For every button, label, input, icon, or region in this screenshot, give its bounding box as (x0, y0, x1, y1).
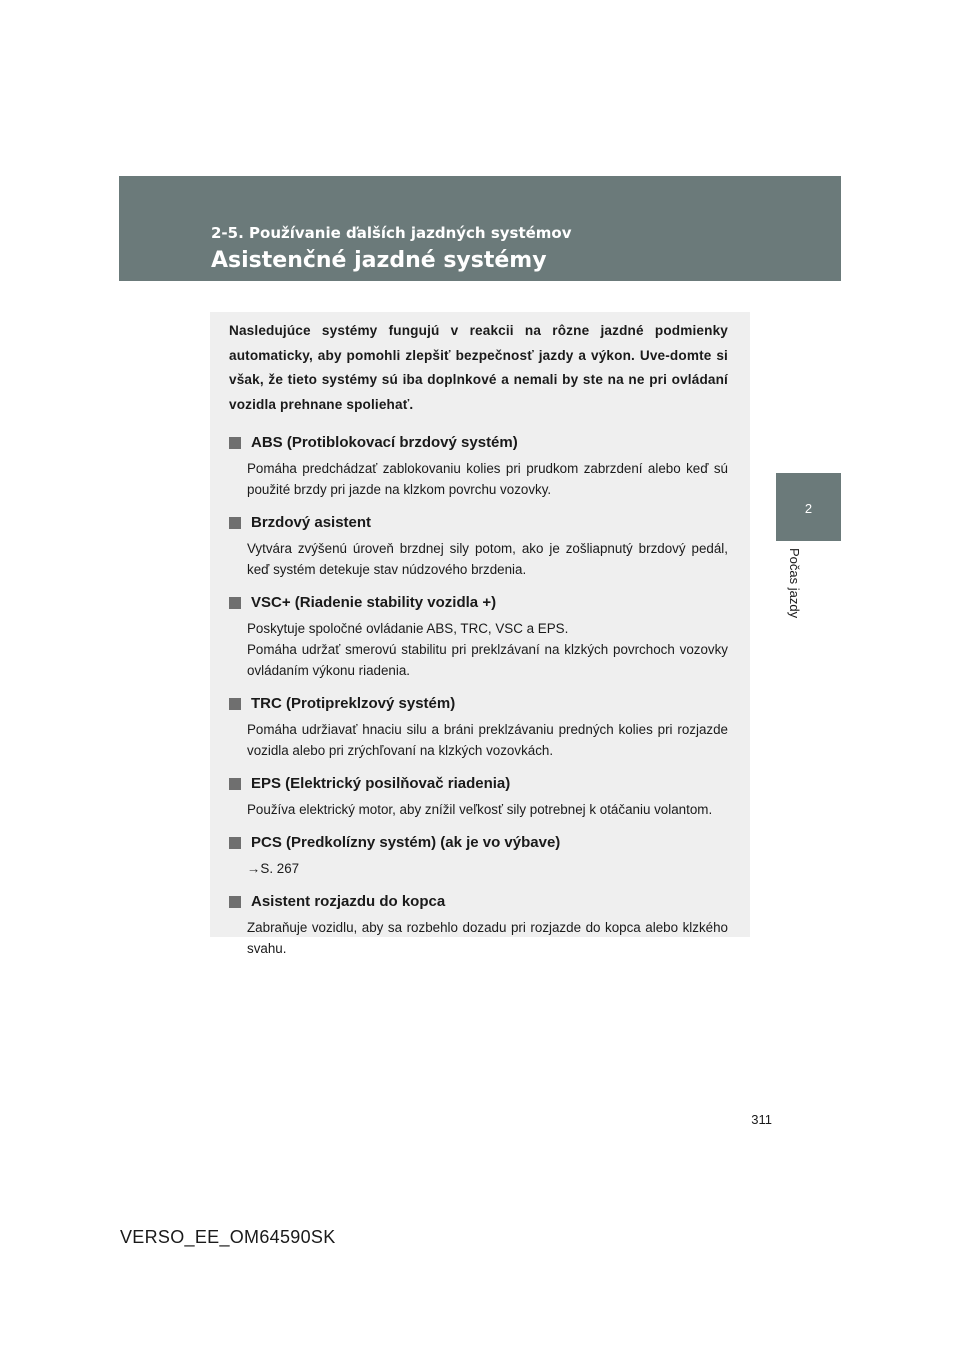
chapter-number: 2 (804, 501, 813, 516)
section-text: Používa elektrický motor, aby znížil veľkosť sily potrebnej k otáčaniu volantom. (247, 802, 713, 817)
section-text: Vytvára zvýšenú úroveň brzdnej sily potom, ako je zošliapnutý brzdový pedál, keď systém detekuje stav núdzového brzdenia. (247, 541, 728, 577)
section-heading (229, 774, 728, 794)
section-heading (229, 593, 728, 613)
section-label: 2-5. Používanie ďalších jazdných systémov (211, 224, 572, 242)
square-bullet-icon (229, 517, 241, 529)
section-text: Pomáha udržať smerovú stabilitu pri preklzávaní na klzkých povrchoch vozovky ovládaním výkonu riadenia. (247, 642, 728, 678)
section-title: TRC (Protipreklzový systém) (251, 695, 456, 712)
section-title: VSC+ (Riadenie stability vozidla +) (251, 594, 497, 611)
section-body (247, 538, 728, 580)
section-body (247, 458, 728, 500)
content-box (210, 312, 750, 956)
section-item (229, 833, 728, 879)
section-body (247, 858, 728, 879)
section-heading (229, 833, 728, 853)
square-bullet-icon (229, 698, 241, 710)
square-bullet-icon (229, 837, 241, 849)
page-title: Asistenčné jazdné systémy (211, 248, 547, 273)
section-heading (229, 892, 728, 912)
section-body (247, 719, 728, 761)
section-text: Pomáha udržiavať hnaciu silu a bráni preklzávaniu predných kolies pri rozjazde vozidla alebo pri zrýchľovaní na klzkých vozovkách. (247, 722, 728, 758)
chapter-tab (776, 473, 841, 541)
section-text: Poskytuje spoločné ovládanie ABS, TRC, VSC a EPS. (247, 621, 569, 636)
section-item (229, 774, 728, 820)
intro-paragraph: Nasledujúce systémy fungujú v reakcii na rôzne jazdné podmienky automaticky, aby pomohli zlepšiť bezpečnosť jazdy a výkon. Uve-domte si však, že tieto systémy sú iba doplnkové a nemali by ste na ne pri ovládaní vozidla prehnane spoliehať. (229, 323, 728, 412)
square-bullet-icon (229, 437, 241, 449)
square-bullet-icon (229, 597, 241, 609)
section-body (247, 618, 728, 681)
section-list (229, 433, 728, 959)
section-item (229, 892, 728, 959)
section-item (229, 513, 728, 580)
section-title: Asistent rozjazdu do kopca (251, 893, 446, 910)
section-title: Brzdový asistent (251, 514, 372, 531)
page-number: 311 (751, 1112, 772, 1127)
section-body (247, 799, 728, 820)
header-band (119, 176, 841, 281)
section-text: →S. 267 (247, 861, 300, 876)
section-title: PCS (Predkolízny systém) (ak je vo výbave) (251, 834, 561, 851)
chapter-label: Počas jazdy (787, 548, 802, 619)
square-bullet-icon (229, 896, 241, 908)
section-body (247, 917, 728, 959)
section-item (229, 433, 728, 500)
section-title: ABS (Protiblokovací brzdový systém) (251, 434, 518, 451)
section-item (229, 593, 728, 681)
section-text: Pomáha predchádzať zablokovaniu kolies pri prudkom zabrzdení alebo keď sú použité brzdy pri jazde na klzkom povrchu vozovky. (247, 461, 728, 497)
section-heading (229, 433, 728, 453)
square-bullet-icon (229, 778, 241, 790)
section-text: Zabraňuje vozidlu, aby sa rozbehlo dozadu pri rozjazde do kopca alebo klzkého svahu. (247, 920, 728, 956)
section-heading (229, 513, 728, 533)
section-heading (229, 694, 728, 714)
section-item (229, 694, 728, 761)
section-title: EPS (Elektrický posilňovač riadenia) (251, 775, 511, 792)
document-code: VERSO_EE_OM64590SK (120, 1227, 336, 1247)
